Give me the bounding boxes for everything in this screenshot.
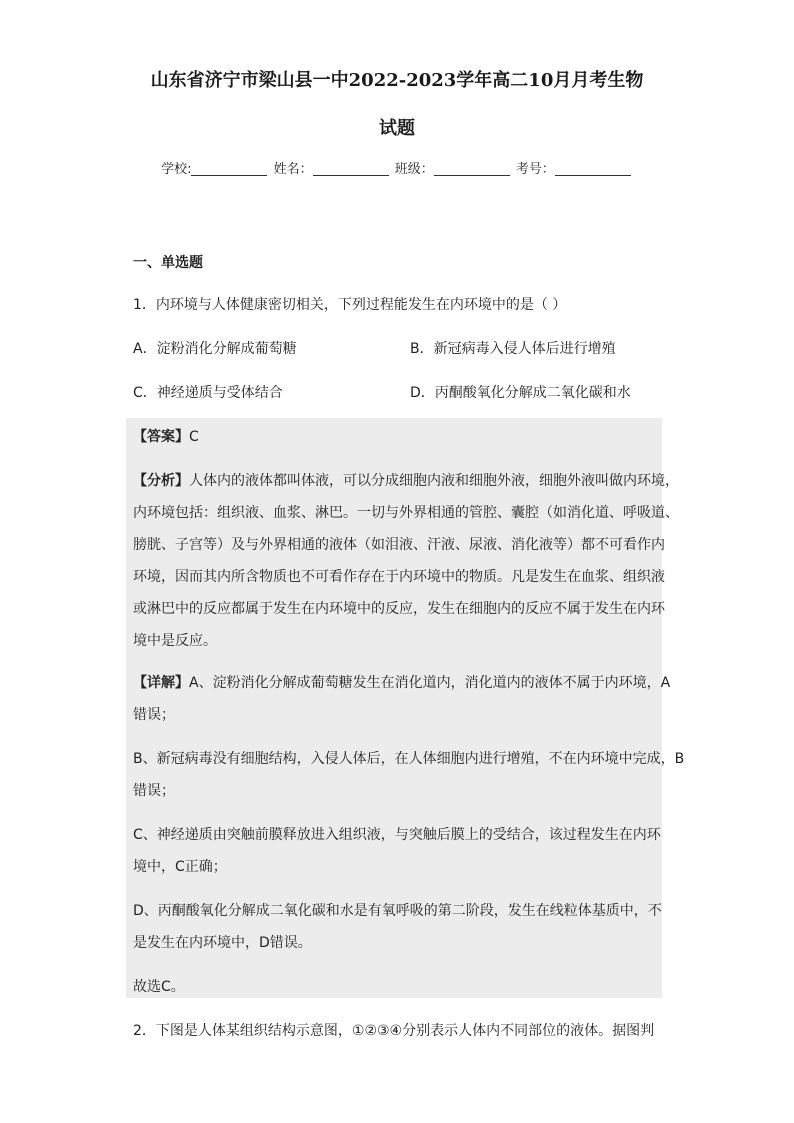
question-1-option-c: C．神经递质与受体结合 [133, 385, 283, 401]
number-field [516, 158, 633, 177]
school-field [161, 158, 269, 177]
detail-a-line-2: 错误； [133, 707, 175, 723]
conclusion: 故选C。 [133, 979, 185, 995]
student-info-row [0, 158, 794, 177]
number-label: 考号： [515, 162, 555, 177]
name-field [274, 158, 391, 177]
question-1-option-d: D．丙酮酸氧化分解成二氧化碳和水 [410, 385, 631, 401]
name-label: 姓名： [273, 162, 313, 177]
analysis-line-4: 环境，因而其内所含物质也不可看作存在于内环境中的物质。凡是发生在血浆、组织液 [133, 569, 665, 585]
class-field [395, 158, 512, 177]
analysis-line-2: 内环境包括：组织液、血浆、淋巴。一切与外界相通的管腔、囊腔（如消化道、呼吸道、 [133, 505, 679, 521]
analysis-line-6: 境中是反应。 [133, 633, 217, 649]
question-1-option-b: B．新冠病毒入侵人体后进行增殖 [410, 341, 616, 357]
answer-value: C [189, 429, 199, 445]
school-blank [191, 161, 267, 176]
analysis-tag: 【分析】 [133, 473, 189, 489]
answer-line [133, 426, 199, 446]
question-1-option-a: A．淀粉消化分解成葡萄糖 [133, 341, 297, 357]
question-1-stem: 1．内环境与人体健康密切相关，下列过程能发生在内环境中的是（ ） [133, 297, 567, 313]
analysis-line-5: 或淋巴中的反应都属于发生在内环境中的反应，发生在细胞内的反应不属于发生在内环 [133, 601, 665, 617]
exam-title: 山东省济宁市梁山县一中2022-2023学年高二10月月考生物 [150, 70, 644, 91]
exam-title-continued: 试题 [379, 118, 415, 139]
class-blank [434, 161, 510, 176]
detail-b-line-2: 错误； [133, 783, 175, 799]
detail-a-line-1: 【详解】A、淀粉消化分解成葡萄糖发生在消化道内，消化道内的液体不属于内环境，A [133, 675, 671, 691]
answer-tag: 【答案】 [133, 429, 189, 445]
detail-c-line-1: C、神经递质由突触前膜释放进入组织液，与突触后膜上的受结合，该过程发生在内环 [133, 827, 661, 843]
school-label: 学校: [161, 162, 192, 177]
detail-c-line-2: 境中，C正确； [133, 859, 227, 875]
analysis-line-3: 膀胱、子宫等）及与外界相通的液体（如泪液、汗液、尿液、消化液等）都不可看作内 [133, 537, 665, 553]
number-blank [555, 161, 631, 176]
class-label: 班级： [394, 162, 434, 177]
detail-d-line-1: D、丙酮酸氧化分解成二氧化碳和水是有氧呼吸的第二阶段，发生在线粒体基质中，不 [133, 903, 662, 919]
section-title: 一、单选题 [133, 255, 203, 271]
question-2-stem: 2．下图是人体某组织结构示意图，①②③④分别表示人体内不同部位的液体。据图判 [133, 1023, 655, 1039]
name-blank [313, 161, 389, 176]
detail-d-line-2: 是发生在内环境中，D错误。 [133, 935, 312, 951]
detail-tag: 【详解】 [133, 675, 189, 691]
detail-b-line-1: B、新冠病毒没有细胞结构，入侵人体后，在人体细胞内进行增殖，不在内环境中完成，B [133, 751, 685, 767]
analysis-line-1: 【分析】人体内的液体都叫体液，可以分成细胞内液和细胞外液，细胞外液叫做内环境， [133, 473, 679, 489]
